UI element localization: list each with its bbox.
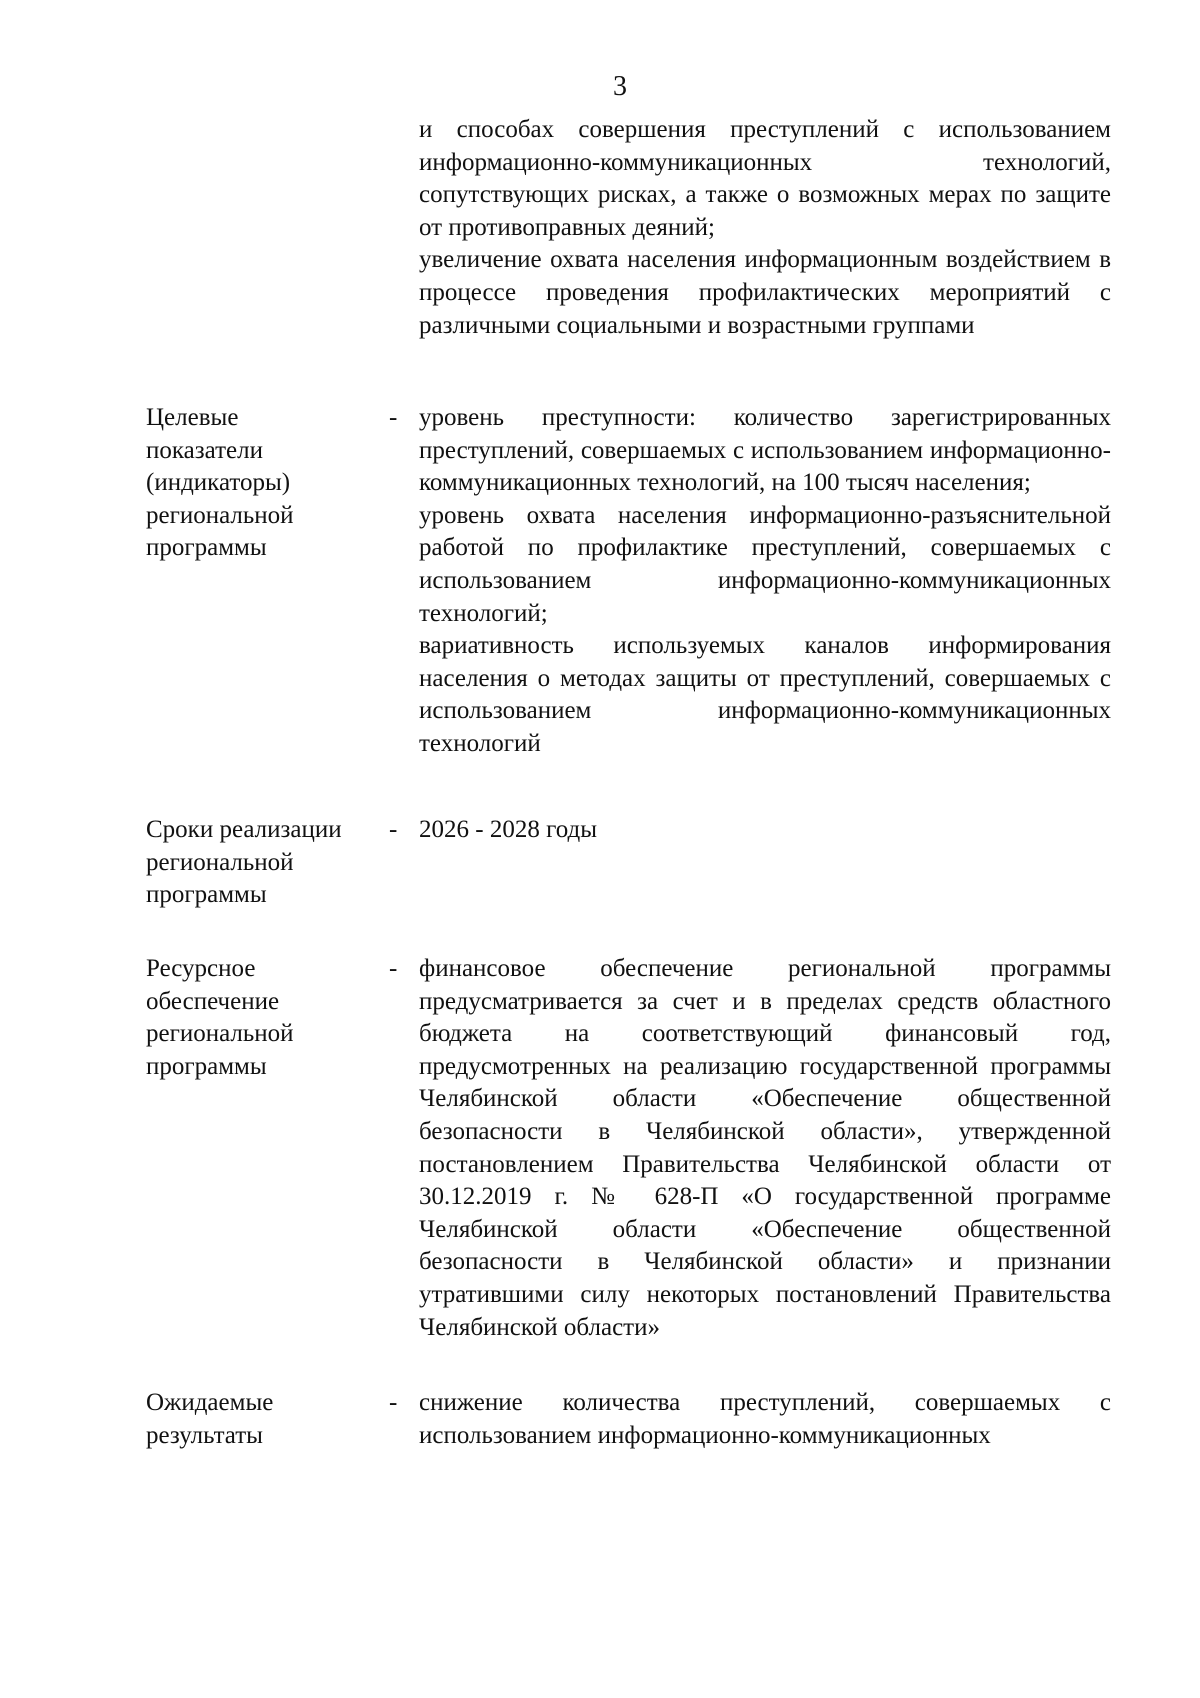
section-paragraph: вариативность используемых каналов информирования населения о методах защиты от преступлений, совершаемых с использованием информационно-коммуникационных технологий: [419, 632, 1111, 757]
section-dash: -: [389, 816, 398, 843]
section-paragraph: снижение количества преступлений, совершаемых с использованием информационно-коммуникационных: [419, 1389, 1111, 1449]
section-label: Целевые показатели (индикаторы) региональной программы: [146, 404, 294, 562]
section-dash: -: [389, 404, 398, 431]
section-content: [419, 814, 1111, 847]
continuation-paragraph: увеличение охвата населения информационным воздействием в процессе проведения профилактических мероприятий с различными социальными и возрастными группами: [419, 246, 1111, 339]
continuation-content: [419, 114, 1111, 342]
continuation-paragraph: и способах совершения преступлений с использованием информационно-коммуникационных технологий, сопутствующих рисках, а также о возможных мерах по защите от противоправных деяний;: [419, 116, 1111, 241]
section-dash: -: [389, 955, 398, 982]
section-content: [419, 1387, 1111, 1452]
section-content: [419, 953, 1111, 1344]
page-number: 3: [613, 71, 627, 102]
section-label: Сроки реализации региональной программы: [146, 816, 342, 909]
section-dash: -: [389, 1389, 398, 1416]
section-paragraph: 2026 - 2028 годы: [419, 816, 598, 843]
section-label: Ожидаемые результаты: [146, 1389, 274, 1449]
section-paragraph: уровень преступности: количество зарегистрированных преступлений, совершаемых с использованием информационно-коммуникационных технологий, на 100 тысяч населения;: [419, 404, 1111, 497]
section-paragraph: уровень охвата населения информационно-разъяснительной работой по профилактике преступлений, совершаемых с использованием информационно-коммуникационных технологий;: [419, 501, 1111, 627]
section-content: [419, 402, 1111, 761]
section-label: Ресурсное обеспечение региональной программы: [146, 955, 294, 1080]
section-paragraph: финансовое обеспечение региональной программы предусматривается за счет и в пределах средств областного бюджета на соответствующий финансовый год, предусмотренных на реализацию государственной программы Челябинской области «Обеспечение общественной безопасности в Челябинской области», утвержденной постановлением Правительства Челябинской области от 30.12.2019 г. № 628-П «О государственной программе Челябинской области «Обеспечение общественной безопасности в Челябинской области» и признании утратившими силу некоторых постановлений Правительства Челябинской области»: [419, 955, 1111, 1341]
